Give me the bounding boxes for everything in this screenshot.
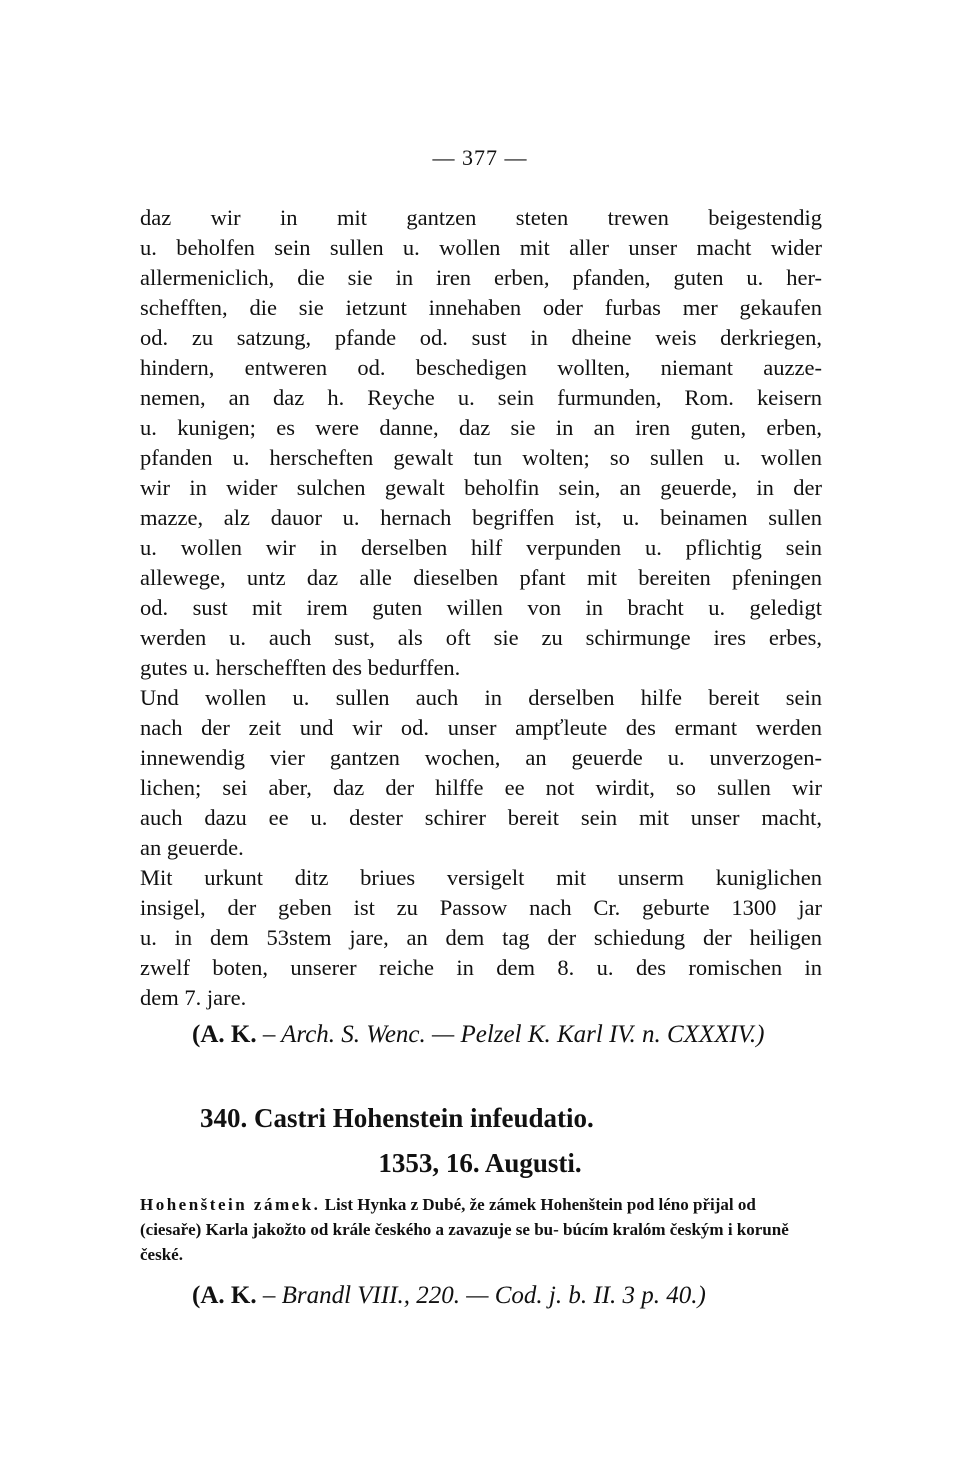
text-line: hindern, entweren od. beschedigen wollten, niemant auzze- [140, 355, 822, 380]
text-line: auch dazu ee u. dester schirer bereit sein mit unser macht, [140, 805, 822, 830]
text-line: wir in wider sulchen gewalt beholfin sein, an geuerde, in der [140, 475, 822, 500]
summary-heading: Hohenštein zámek. [140, 1195, 321, 1214]
text-line: u. beholfen sein sullen u. wollen mit aller unser macht wider [140, 235, 822, 260]
document-title: 340. Castri Hohenstein infeudatio. [200, 1103, 594, 1133]
citation-archive: (A. K. [192, 1282, 257, 1309]
text-line: od. sust mit irem guten willen von in bracht u. geledigt [140, 595, 822, 620]
text-line: u. kunigen; es were danne, daz sie in an iren guten, erben, [140, 415, 822, 440]
text-line: schefften, die sie ietzunt innehaben oder furbas mer gekaufen [140, 295, 822, 320]
text-line: innewendig vier gantzen wochen, an geuerde u. unverzogen- [140, 745, 822, 770]
text-line: dem 7. jare. [140, 985, 247, 1010]
document-summary [140, 1192, 820, 1267]
text-line: gutes u. herschefften des bedurffen. [140, 655, 461, 680]
text-line: daz wir in mit gantzen steten trewen beigestendig [140, 205, 822, 230]
page-number: — 377 — [432, 145, 528, 170]
citation-references: – Arch. S. Wenc. — Pelzel K. Karl IV. n. CXXXIV.) [262, 1021, 765, 1048]
text-line: od. zu satzung, pfande od. sust in dheine weis derkriegen, [140, 325, 822, 350]
text-line: an geuerde. [140, 835, 244, 860]
text-line: u. wollen wir in derselben hilf verpunden u. pflichtig sein [140, 535, 822, 560]
text-line: Mit urkunt ditz briues versigelt mit unserm kuniglichen [140, 865, 822, 890]
summary-text: List Hynka z Dubé, že zámek Hohenštein pod léno přijal od (ciesaře) Karla jakožto od krále českého a zavazuje se bu- búcím kralóm českým i koruně české. [140, 1195, 789, 1264]
text-line: werden u. auch sust, als oft sie zu schirmunge ires erbes, [140, 625, 822, 650]
text-line: lichen; sei aber, daz der hilffe ee not wirdit, so sullen wir [140, 775, 822, 800]
text-line: Und wollen u. sullen auch in derselben hilfe bereit sein [140, 685, 822, 710]
main-text-block [140, 203, 822, 1013]
text-line: u. in dem 53stem jare, an dem tag der schiedung der heiligen [140, 925, 822, 950]
text-line: nach der zeit und wir od. unser ampťleute des ermant werden [140, 715, 822, 740]
document-date: 1353, 16. Augusti. [378, 1148, 582, 1178]
citation-archive: (A. K. [192, 1021, 257, 1048]
source-citation [192, 1021, 832, 1049]
text-line: zwelf boten, unserer reiche in dem 8. u. des romischen in [140, 955, 822, 980]
text-line: allermeniclich, die sie in iren erben, pfanden, guten u. her- [140, 265, 822, 290]
text-line: insigel, der geben ist zu Passow nach Cr. geburte 1300 jar [140, 895, 822, 920]
text-line: nemen, an daz h. Reyche u. sein furmunden, Rom. keisern [140, 385, 822, 410]
text-line: allewege, untz daz alle dieselben pfant mit bereiten pfeningen [140, 565, 822, 590]
source-citation-2 [192, 1282, 832, 1310]
text-line: mazze, alz dauor u. hernach begriffen ist, u. beinamen sullen [140, 505, 822, 530]
citation-references: – Brandl VIII., 220. — Cod. j. b. II. 3 p. 40.) [262, 1282, 706, 1309]
text-line: pfanden u. herscheften gewalt tun wolten; so sullen u. wollen [140, 445, 822, 470]
